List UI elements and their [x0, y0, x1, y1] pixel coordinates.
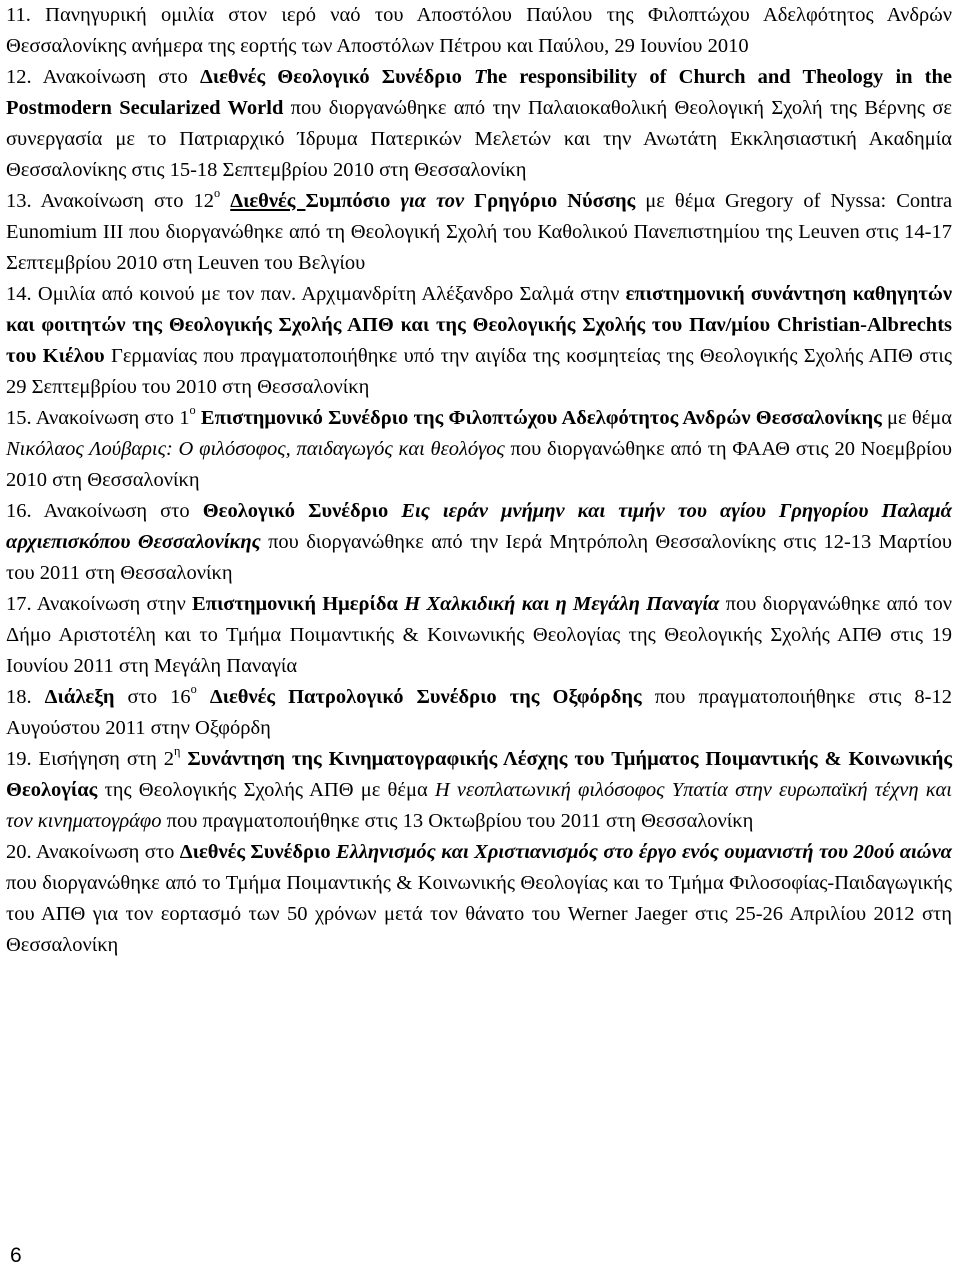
item-text: Ανακοίνωση στο: [35, 841, 180, 863]
item-text: Διεθνές Θεολογικό Συνέδριο: [199, 66, 475, 88]
item-text: της Θεολογικής Σχολής ΑΠΘ με θέμα: [97, 779, 435, 801]
item-text: που πραγματοποιήθηκε στις 13 Οκτωβρίου του 2011 στη Θεσσαλονίκη: [161, 810, 754, 832]
item-text: Εις ιεράν μνήμην και τιμήν του αγίου Γρηγορίου Παλαμά αρχιεπισκόπου Θεσσαλονίκης: [6, 500, 953, 553]
item-number: 18.: [6, 686, 45, 708]
item-text: he responsibility of Church and Theology in the Postmodern Secularized World: [6, 66, 953, 119]
item-text: Ανακοίνωση στην: [36, 593, 193, 615]
item-number: 12.: [6, 66, 43, 88]
item-text: Ανακοίνωση στο: [43, 500, 203, 522]
item-text: Επιστημονική Ημερίδα: [192, 593, 405, 615]
list-item: [6, 403, 952, 496]
item-text: που διοργανώθηκε από τον Δήμο Αριστοτέλη και το Τμήμα Ποιμαντικής & Κοινωνικής Θεολογίας της Θεολογικής Σχολής ΑΠΘ στις 19 Ιουνίου 2011 στη Μεγάλη Παναγία: [6, 593, 952, 677]
item-text: Επιστημονικό Συνέδριο της Φιλοπτώχου Αδελφότητος Ανδρών Θεσσαλονίκης: [200, 407, 882, 429]
item-text: Νικόλαος Λούβαρις: Ο φιλόσοφος, παιδαγωγός και θεολόγος: [6, 438, 505, 460]
list-item: [6, 186, 952, 279]
document-body: [6, 0, 952, 961]
item-text: για τον: [400, 190, 475, 212]
item-text: με θέμα: [881, 407, 953, 429]
page-number: 6: [10, 1244, 22, 1267]
item-number: 17.: [6, 593, 37, 615]
list-item: [6, 744, 952, 837]
item-number: 20.: [6, 841, 36, 863]
item-number: 15.: [6, 407, 36, 429]
item-text: Ανακοίνωση στο 12: [40, 190, 215, 212]
item-text: T: [474, 66, 487, 88]
ordinal-superscript: ο: [189, 403, 196, 418]
item-text: Συμπόσιο: [305, 190, 401, 212]
item-text: [197, 686, 210, 708]
list-item: [6, 682, 952, 744]
list-item: [6, 589, 952, 682]
list-item: [6, 0, 952, 62]
item-text: που διοργανώθηκε από την Ιερά Μητρόπολη Θεσσαλονίκης στις 12-13 Μαρτίου του 2011 στη Θεσσαλονίκη: [6, 531, 952, 584]
ordinal-superscript: ο: [190, 682, 197, 697]
ordinal-superscript: η: [173, 744, 181, 759]
item-text: Γερμανίας που πραγματοποιήθηκε υπό την αιγίδα της κοσμητείας της Θεολογικής Σχολής ΑΠΘ στις 29 Σεπτεμβρίου του 2010 στη Θεσσαλονίκη: [6, 345, 952, 398]
item-text: Διεθνές Συνέδριο: [179, 841, 337, 863]
item-text: στο 16: [114, 686, 191, 708]
item-text: [220, 190, 230, 212]
item-text: Πανηγυρική ομιλία στον ιερό ναό του Αποστόλου Παύλου της Φιλοπτώχου Αδελφότητος Ανδρών Θεσσαλονίκης ανήμερα της εορτής των Αποστόλων Πέτρου και Παύλου, 29 Ιουνίου 2010: [6, 4, 952, 57]
item-number: 11.: [6, 4, 46, 26]
item-text: με θέμα Gregory of Nyssa: Contra Eunomium III που διοργανώθηκε από τη Θεολογική Σχολή του Καθολικού Πανεπιστημίου της Leuven στις 14-17 Σεπτεμβρίου 2010 στη Leuven του Βελγίου: [6, 190, 953, 274]
list-item: [6, 279, 952, 403]
item-text: Η Χαλκιδική και η Μεγάλη Παναγία: [404, 593, 720, 615]
ordinal-superscript: ο: [214, 186, 221, 201]
item-text: Διεθνές: [230, 190, 306, 212]
item-text: που διοργανώθηκε από το Τμήμα Ποιμαντικής & Κοινωνικής Θεολογίας και το Τμήμα Φιλοσοφίας-Παιδαγωγικής του ΑΠΘ για τον εορτασμό των 50 χρόνων μετά τον θάνατο του Werner Jaeger στις 25-26 Απριλίου 2012 στη Θεσσαλονίκη: [6, 872, 952, 956]
item-number: 13.: [6, 190, 41, 212]
item-text: που πραγματοποιήθηκε στις 8-12 Αυγούστου 2011 στην Οξφόρδη: [6, 686, 952, 739]
item-text: επιστημονική συνάντηση καθηγητών και φοιτητών της Θεολογικής Σχολής ΑΠΘ και της Θεολογικής Σχολής του Παν/μίου Christian-Albrechts του Κιέλου: [6, 283, 953, 367]
item-text: Διεθνές Πατρολογικό Συνέδριο της Οξφόρδης: [209, 686, 642, 708]
item-text: που διοργανώθηκε από την Παλαιοκαθολική Θεολογική Σχολή της Βέρνης σε συνεργασία με το Πατριαρχικό Ίδρυμα Πατερικών Μελετών και την Ανωτάτη Εκκλησιαστική Ακαδημία Θεσσαλονίκης στις 15-18 Σεπτεμβρίου 2010 στη Θεσσαλονίκη: [6, 97, 952, 181]
item-text: που διοργανώθηκε από τη ΦΑΑΘ στις 20 Νοεμβρίου 2010 στη Θεσσαλονίκη: [6, 438, 952, 491]
list-item: [6, 496, 952, 589]
item-text: Εισήγηση στη 2: [38, 748, 174, 770]
item-number: 16.: [6, 500, 44, 522]
item-text: Ομιλία από κοινού με τον παν. Αρχιμανδρίτη Αλέξανδρο Σαλμά στην: [37, 283, 626, 305]
item-text: Διάλεξη: [44, 686, 115, 708]
item-text: Ανακοίνωση στο: [42, 66, 200, 88]
item-text: Η νεοπλατωνική φιλόσοφος Υπατία στην ευρωπαϊκή τέχνη και τον κινηματογράφο: [6, 779, 952, 832]
item-text: Συνάντηση της Κινηματογραφικής Λέσχης του Τμήματος Ποιμαντικής & Κοινωνικής Θεολογίας: [6, 748, 953, 801]
item-number: 19.: [6, 748, 39, 770]
item-number: 14.: [6, 283, 38, 305]
item-text: Θεολογικό Συνέδριο: [202, 500, 402, 522]
list-item: [6, 837, 952, 961]
item-text: Ανακοίνωση στο 1: [35, 407, 190, 429]
list-item: [6, 62, 952, 186]
item-text: Ελληνισμός και Χριστιανισμός στο έργο ενός ουμανιστή του 20ού αιώνα: [336, 841, 953, 863]
item-text: Γρηγόριο Νύσσης: [474, 190, 636, 212]
